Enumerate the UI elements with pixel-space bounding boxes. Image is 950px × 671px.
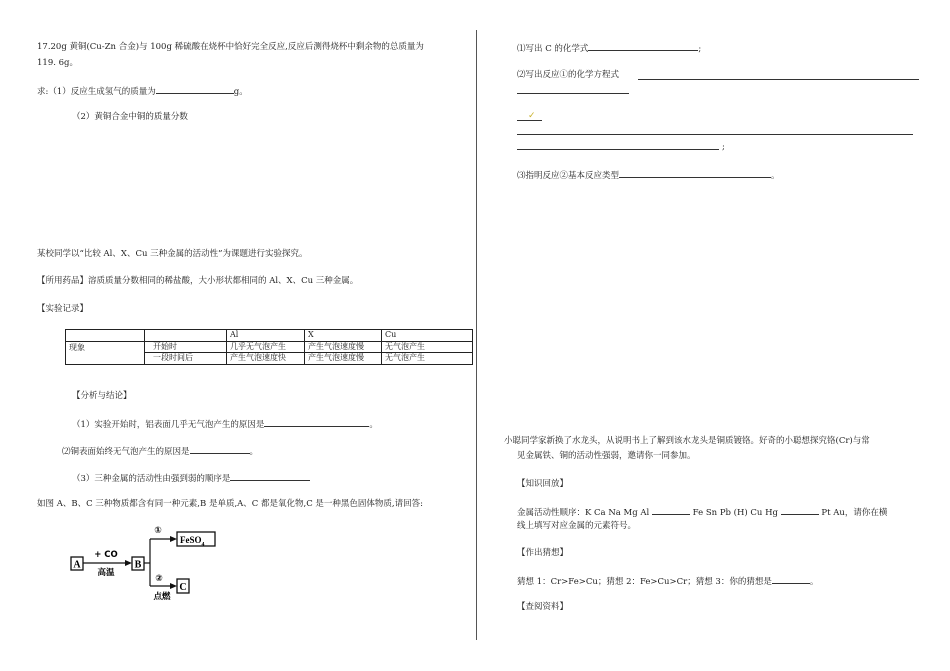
table-header-row	[66, 330, 473, 342]
q17-ask1	[37, 85, 248, 97]
right-q1-label: ⑴写出 C 的化学式	[517, 44, 589, 54]
table-header-cell: Al	[227, 330, 305, 342]
activity-series-part3: Pt Au，请你在横	[821, 508, 888, 518]
right-q1-end: ;	[698, 44, 702, 54]
arrowhead	[170, 536, 177, 542]
arrowhead	[170, 583, 177, 589]
q17-ask2: （2）黄铜合金中铜的质量分数	[72, 112, 188, 122]
activity-series	[517, 506, 887, 518]
table-header-cell: X	[305, 330, 382, 342]
reagent-co: + CO	[94, 550, 118, 560]
table-cell: 几乎无气泡产生	[227, 341, 305, 353]
table-cell: 开始时	[145, 341, 227, 353]
right-q3	[517, 169, 780, 181]
feso4-sub: 4	[201, 542, 205, 548]
guess-end: 。	[809, 577, 819, 587]
exp-record-heading: 【实验记录】	[37, 304, 89, 314]
right-q3-label: ⑶指明反应②基本反应类型	[517, 171, 620, 181]
experiment-table	[65, 329, 473, 365]
analysis-q2-end: 。	[249, 447, 259, 457]
analysis-q3-label: （3）三种金属的活动性由强到弱的顺序是	[72, 474, 231, 484]
q17-ask1-label: 求:（1）反应生成氢气的质量为	[37, 87, 156, 97]
table-cell: 产生气泡速度慢	[305, 341, 382, 353]
reaction-diagram	[70, 522, 230, 602]
feso4-main: FeSO	[180, 535, 202, 545]
right-blank-1[interactable]	[588, 42, 698, 51]
q17-line2: 119. 6g。	[37, 58, 78, 68]
guess-text: 猜想 1：Cr>Fe>Cu；猜想 2：Fe>Cu>Cr；猜想 3：你的猜想是	[517, 577, 772, 587]
arrowhead	[125, 560, 132, 566]
q17-line1: 17.20g 黄铜(Cu-Zn 合金)与 100g 稀硫酸在烧杯中恰好完全反应,反应后测得烧杯中剩余物的总质量为	[37, 42, 424, 52]
q17-ask1-unit: g。	[233, 87, 248, 97]
table-cell: 一段时间后	[145, 353, 227, 365]
box-a-label: A	[73, 559, 81, 571]
analysis-q3	[72, 472, 310, 484]
phenomenon-label: 现象	[66, 341, 145, 364]
condition-high-temp: 高温	[97, 568, 115, 578]
label-circle-2: ②	[155, 574, 163, 584]
reference-heading: 【查阅资料】	[517, 602, 569, 612]
answer-line[interactable]	[517, 120, 542, 121]
table-cell: 产生气泡速度慢	[305, 353, 382, 365]
exp-intro: 某校同学以“比较 Al、X、Cu 三种金属的活动性”为课题进行实验探究。	[37, 249, 308, 259]
right-q2: ⑵写出反应①的化学方程式	[517, 70, 620, 80]
right-q3-end: 。	[771, 171, 780, 181]
table-header-cell: Cu	[382, 330, 473, 342]
analysis-q1-label: （1）实验开始时，铝表面几乎无气泡产生的原因是	[72, 420, 265, 430]
right-q2-end: ;	[722, 142, 725, 152]
activity-blank-2[interactable]	[781, 506, 819, 515]
exp-drugs: 【所用药品】溶质质量分数相同的稀盐酸，大小形状都相同的 Al、X、Cu 三种金属。	[37, 276, 359, 286]
table-cell: 无气泡产生	[382, 341, 473, 353]
activity-series-note: 线上填写对应金属的元素符号。	[517, 521, 637, 531]
cr-intro-2: 见金属铁、铜的活动性强弱，邀请你一同参加。	[517, 451, 696, 461]
guess-heading: 【作出猜想】	[517, 548, 569, 558]
answer-line[interactable]	[517, 134, 913, 135]
table-row	[66, 341, 473, 353]
q17-blank-1[interactable]	[156, 85, 234, 94]
label-circle-1: ①	[154, 526, 162, 536]
analysis-q1	[72, 418, 378, 430]
analysis-blank-1[interactable]	[264, 418, 369, 427]
table-header-cell	[145, 330, 227, 342]
inference-question: 如图 A、B、C 三种物质都含有同一种元素,B 是单质,A、C 都是氧化物,C 是一种黑色固体物质,请回答:	[37, 499, 423, 509]
condition-ignite: 点燃	[153, 592, 171, 602]
activity-series-part1: 金属活动性顺序：K Ca Na Mg Al	[517, 508, 650, 518]
analysis-heading: 【分析与结论】	[72, 391, 132, 401]
guess-blank[interactable]	[772, 575, 810, 584]
analysis-q1-end: 。	[369, 420, 378, 430]
activity-series-part2: Fe Sn Pb (H) Cu Hg	[692, 508, 778, 518]
guess-line	[517, 575, 818, 587]
knowledge-review-heading: 【知识回放】	[517, 479, 569, 489]
right-q1	[517, 42, 701, 54]
right-blank-3[interactable]	[619, 169, 771, 178]
activity-blank-1[interactable]	[652, 506, 690, 515]
analysis-q2	[62, 445, 258, 457]
box-b-label: B	[134, 559, 142, 571]
check-mark: ✓	[528, 111, 536, 121]
table-cell: 产生气泡速度快	[227, 353, 305, 365]
analysis-blank-2[interactable]	[190, 445, 250, 454]
answer-line[interactable]	[638, 79, 919, 80]
answer-line[interactable]	[517, 149, 719, 150]
answer-line[interactable]	[517, 93, 629, 94]
analysis-q2-label: ⑵铜表面始终无气泡产生的原因是	[62, 447, 190, 457]
cr-intro-1: 小聪同学家新换了水龙头，从说明书上了解到该水龙头是铜质镀铬。好奇的小聪想探究铬(Cr)与常	[504, 436, 870, 446]
column-divider	[476, 30, 477, 640]
table-cell: 无气泡产生	[382, 353, 473, 365]
table-header-cell	[66, 330, 145, 342]
analysis-blank-3[interactable]	[230, 472, 310, 481]
box-c-label: C	[179, 582, 187, 593]
